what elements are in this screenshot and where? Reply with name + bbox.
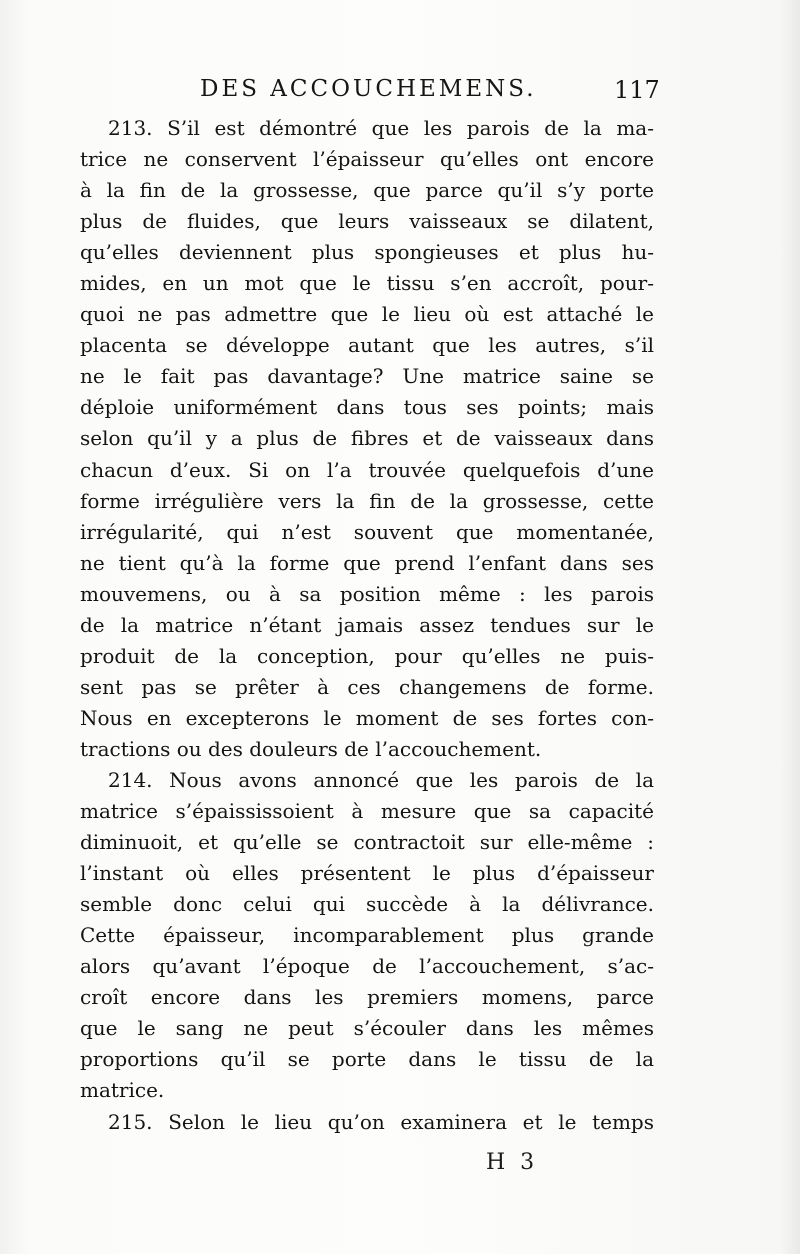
- text-line: sent pas se prêter à ces changemens de forme.: [80, 674, 654, 699]
- text-line: semble donc celui qui succède à la délivrance.: [80, 892, 654, 917]
- text-line: quoi ne pas admettre que le lieu où est attaché le: [80, 302, 654, 327]
- text-line: alors qu’avant l’époque de l’accouchement, s’ac-: [80, 954, 654, 979]
- text-line: 214. Nous avons annoncé que les parois de la: [108, 767, 654, 792]
- text-line: mouvemens, ou à sa position même : les parois: [80, 581, 654, 606]
- text-line: qu’elles deviennent plus spongieuses et plus hu-: [80, 240, 654, 265]
- text-line: tractions ou des douleurs de l’accouchement.: [80, 736, 542, 761]
- page-number: 117: [614, 76, 660, 104]
- text-line: l’instant où elles présentent le plus d’épaisseur: [80, 861, 654, 886]
- text-line: placenta se développe autant que les autres, s’il: [80, 333, 654, 358]
- text-line: trice ne conservent l’épaisseur qu’elles ont encore: [80, 147, 654, 172]
- signature-mark: H 3: [486, 1150, 539, 1175]
- text-line: mides, en un mot que le tissu s’en accroît, pour-: [80, 271, 654, 296]
- text-line: forme irrégulière vers la fin de la grossesse, cette: [80, 488, 654, 513]
- text-line: matrice s’épaississoient à mesure que sa capacité: [80, 799, 654, 824]
- text-line: 213. S’il est démontré que les parois de la ma-: [108, 116, 654, 140]
- text-line: selon qu’il y a plus de fibres et de vaisseaux dans: [80, 426, 654, 451]
- text-line: ne le fait pas davantage? Une matrice saine se: [80, 364, 654, 389]
- text-line: 215. Selon le lieu qu’on examinera et le temps: [108, 1109, 654, 1134]
- text-line: matrice.: [80, 1078, 165, 1103]
- text-line: diminuoit, et qu’elle se contractoit sur elle-même :: [80, 830, 654, 855]
- text-line: proportions qu’il se porte dans le tissu de la: [80, 1047, 654, 1072]
- text-line: de la matrice n’étant jamais assez tendues sur le: [80, 612, 654, 637]
- page-header: [0, 74, 800, 110]
- running-title: DES ACCOUCHEMENS.: [200, 76, 537, 102]
- text-line: Nous en excepterons le moment de ses fortes con-: [80, 705, 654, 730]
- text-line: produit de la conception, pour qu’elles ne puis-: [80, 643, 654, 668]
- text-line: ne tient qu’à la forme que prend l’enfant dans ses: [80, 550, 654, 575]
- text-line: déploie uniformément dans tous ses points; mais: [80, 395, 654, 420]
- text-line: chacun d’eux. Si on l’a trouvée quelquefois d’une: [80, 457, 654, 482]
- body-text: [80, 113, 654, 1138]
- text-line: irrégularité, qui n’est souvent que momentanée,: [80, 519, 654, 544]
- text-line: croît encore dans les premiers momens, parce: [80, 985, 654, 1010]
- text-line: Cette épaisseur, incomparablement plus grande: [80, 923, 654, 948]
- text-line: plus de fluides, que leurs vaisseaux se dilatent,: [80, 209, 654, 234]
- text-line: à la fin de la grossesse, que parce qu’il s’y porte: [80, 178, 654, 203]
- text-line: que le sang ne peut s’écouler dans les mêmes: [80, 1016, 654, 1041]
